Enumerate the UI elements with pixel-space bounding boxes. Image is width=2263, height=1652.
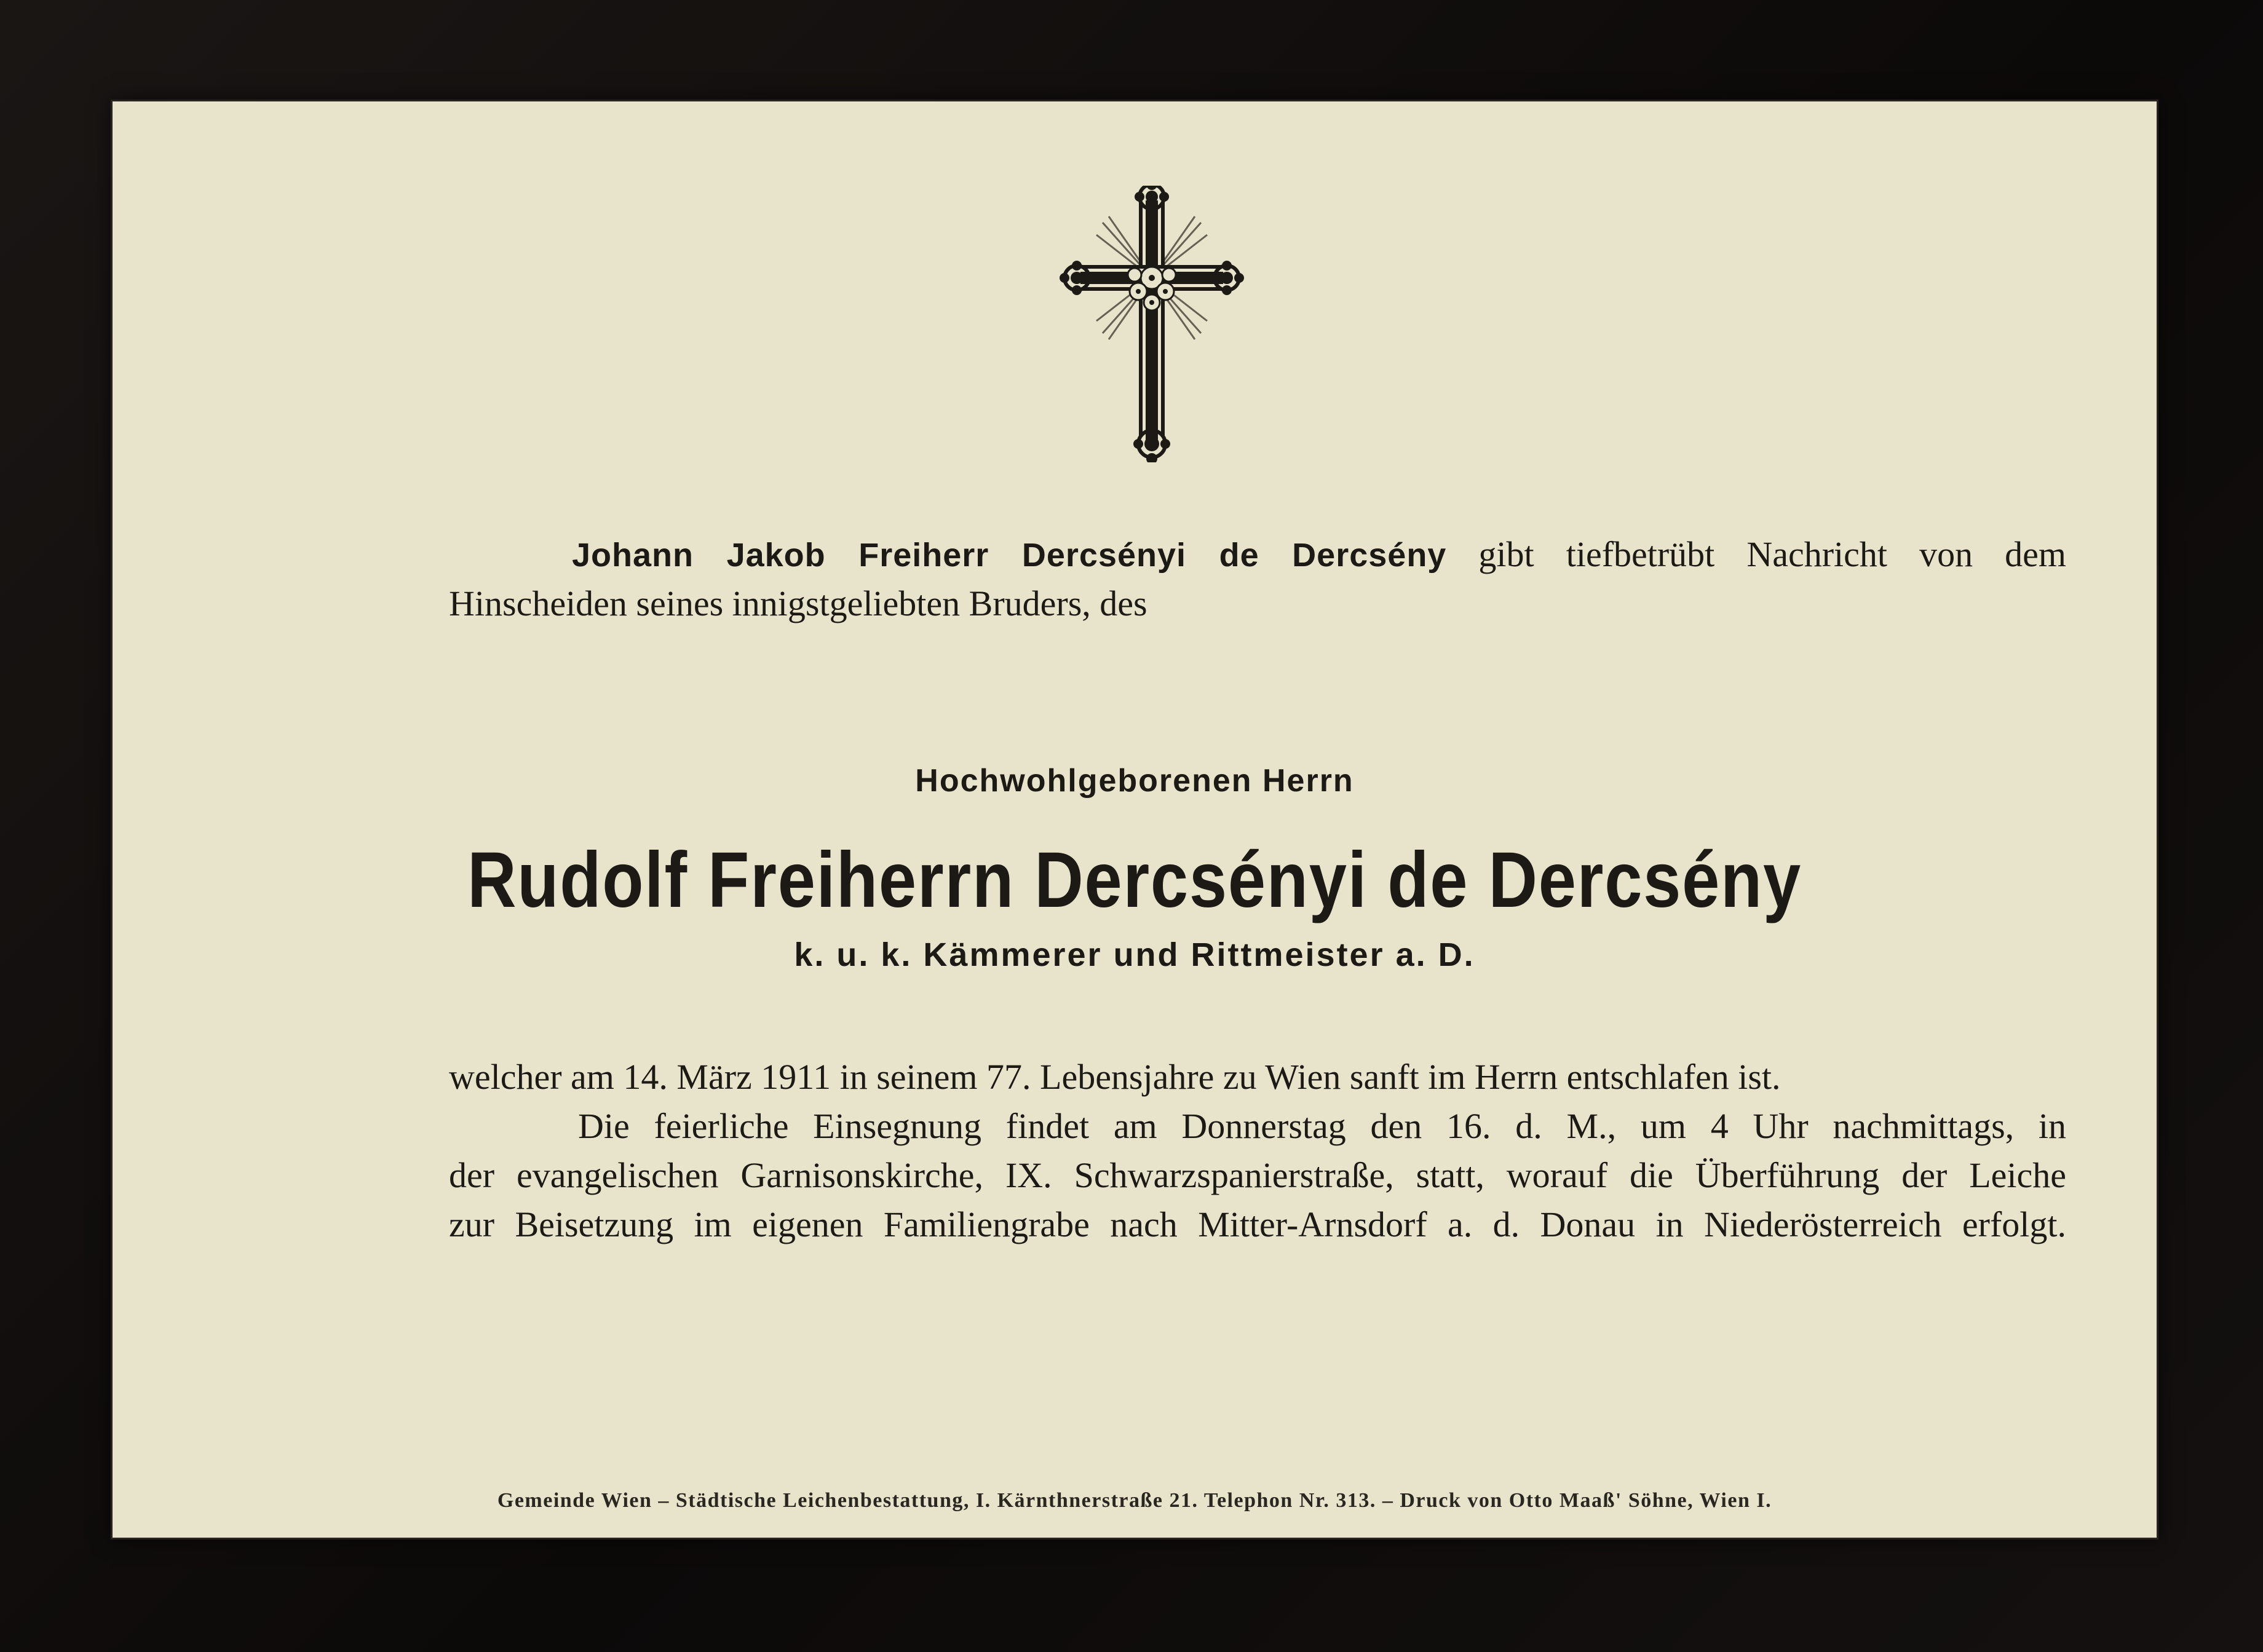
intro-line-1 [449,530,2066,580]
body-line-1: welcher am 14. März 1911 in seinem 77. Lebensjahre zu Wien sanft im Herrn entschlafen ist. [449,1057,1781,1097]
intro-text: gibt tiefbetrübt Nachricht von dem [1478,534,2067,574]
deceased-rank: k. u. k. Kämmerer und Rittmeister a. D. [794,936,1475,973]
intro-line-2: Hinscheiden seines innigstgeliebten Bruders, des [449,583,1147,623]
body-line-2: Die feierliche Einsegnung findet am Donnerstag den 16. d. M., um 4 Uhr nachmittags, in [578,1106,2066,1146]
brother-name: Johann Jakob Freiherr Dercsényi de Dercsény [572,537,1447,574]
death-notice-card [111,100,2158,1539]
cross-with-flowers-icon [1060,186,1244,462]
body-line-3: der evangelischen Garnisonskirche, IX. Schwarzspanierstraße, statt, worauf die Überführung der Leiche [449,1155,2066,1195]
honorific-title: Hochwohlgeborenen Herrn [915,763,1354,799]
body-line-4: zur Beisetzung im eigenen Familiengrabe nach Mitter-Arnsdorf a. d. Donau in Niederösterreich erfolgt. [449,1204,2066,1244]
printer-footer: Gemeinde Wien – Städtische Leichenbestattung, I. Kärnthnerstraße 21. Telephon Nr. 313. – Druck von Otto Maaß' Söhne, Wien I. [497,1489,1772,1512]
deceased-name: Rudolf Freiherrn Dercsényi de Dercsény [467,836,1802,924]
